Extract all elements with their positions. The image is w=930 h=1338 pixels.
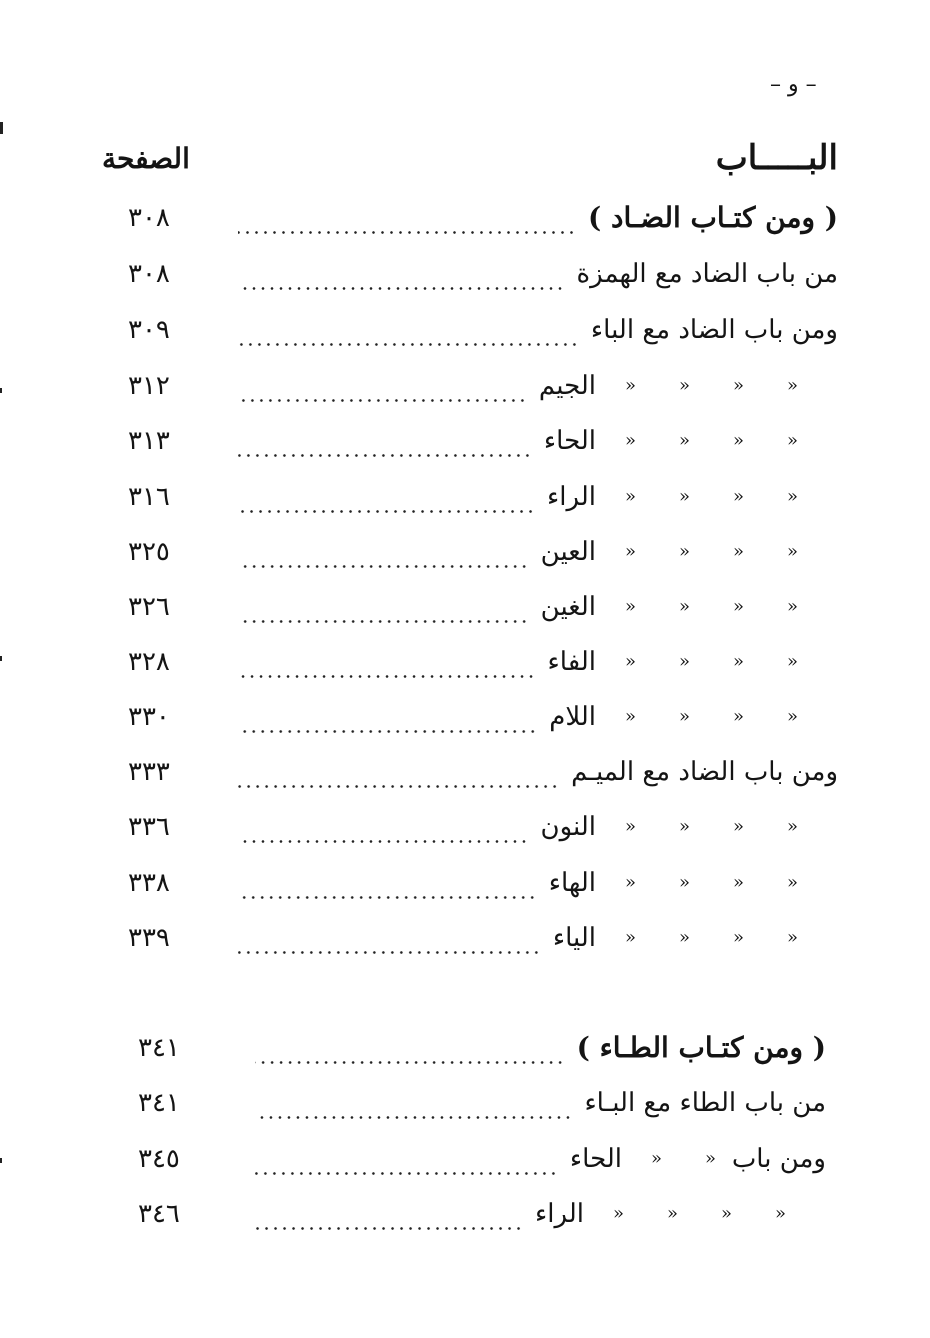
dot-leader [238,730,537,733]
ditto-marks [570,1192,786,1236]
page-number: ٣٤١ [138,1088,180,1118]
ditto-mark: » [732,927,744,948]
section-title: ( ومن كتـاب الضـاد ) [588,201,838,234]
ditto-marks [582,530,798,574]
toc-entry [0,805,930,849]
dot-leader [255,1116,572,1119]
dot-leader [238,565,529,568]
toc-entry [0,640,930,684]
page-number: ٣٣٠ [128,702,170,732]
entry-title-suffix: الحاء [569,1144,622,1174]
section-title: ( ومن كتـاب الطـاء ) [576,1031,826,1064]
dot-leader [255,1172,558,1175]
toc-entry [0,475,930,519]
ditto-mark: » [624,486,636,507]
dot-leader [238,951,541,954]
ditto-mark: » [732,596,744,617]
scan-edge-mark [0,122,3,134]
toc-entry [0,861,930,905]
ditto-mark: » [704,1148,716,1169]
toc-entry [0,695,930,739]
ditto-mark: » [786,816,798,837]
ditto-mark: » [786,596,798,617]
page-number: ٣٠٨ [128,203,170,233]
ditto-marks [608,1137,716,1181]
ditto-mark: » [624,375,636,396]
page-number: ٣٢٨ [128,647,170,677]
ditto-mark: » [678,430,690,451]
ditto-mark: » [786,375,798,396]
ditto-mark: » [786,706,798,727]
entry-title: الراء [535,1199,584,1229]
ditto-mark: » [612,1203,624,1224]
page-number: ٣١٢ [128,371,170,401]
toc-entry [0,419,930,463]
ditto-mark: » [786,872,798,893]
dot-leader [238,510,535,513]
ditto-mark: » [786,541,798,562]
dot-leader [238,840,528,843]
toc-entry [0,750,930,794]
ditto-marks [582,475,798,519]
ditto-mark: » [786,927,798,948]
ditto-marks [582,805,798,849]
ditto-mark: » [678,651,690,672]
ditto-mark: » [732,651,744,672]
page-number: ٣٣٩ [128,923,170,953]
page-number: ٣٤٥ [138,1144,180,1174]
ditto-mark: » [732,706,744,727]
entry-title: الهاء [548,868,596,898]
ditto-mark: » [624,430,636,451]
ditto-mark: » [624,541,636,562]
dot-leader [238,620,529,623]
ditto-marks [582,916,798,960]
ditto-mark: » [624,706,636,727]
ditto-mark: » [732,430,744,451]
ditto-mark: » [678,872,690,893]
ditto-mark: » [678,375,690,396]
ditto-mark: » [650,1148,662,1169]
entry-title: من باب الطاء مع البـاء [584,1088,826,1118]
ditto-marks [582,364,798,408]
toc-entry [0,1026,930,1070]
ditto-mark: » [678,816,690,837]
ditto-mark: » [624,872,636,893]
ditto-marks [582,585,798,629]
page-number: ٣٠٨ [128,259,170,289]
ditto-mark: » [666,1203,678,1224]
toc-entry [0,1137,930,1181]
chapter-column-header: البـــــاب [715,138,838,178]
page-number: ٣١٦ [128,482,170,512]
ditto-mark: » [678,596,690,617]
entry-title: ومن باب [731,1144,826,1174]
toc-entry [0,196,930,240]
page-number: ٣٤١ [138,1033,180,1063]
dot-leader [238,287,565,290]
dot-leader [238,785,559,788]
ditto-mark: » [774,1203,786,1224]
scan-edge-mark [0,388,2,393]
ditto-marks [582,640,798,684]
entry-title: اللام [549,702,596,732]
dot-leader [238,675,536,678]
ditto-mark: » [732,816,744,837]
ditto-mark: » [624,927,636,948]
entry-title: العين [540,537,596,567]
ditto-mark: » [786,486,798,507]
scan-edge-mark [0,656,2,661]
toc-entry [0,530,930,574]
page-number: ٣٣٣ [128,757,170,787]
dot-leader [238,454,532,457]
ditto-mark: » [732,872,744,893]
ditto-mark: » [732,375,744,396]
entry-title: ومن باب الضاد مع الباء [590,315,838,345]
page-number: ٣١٣ [128,426,170,456]
dot-leader [238,231,576,234]
page-number: ٣٣٦ [128,812,170,842]
ditto-mark: » [678,927,690,948]
ditto-mark: » [678,541,690,562]
toc-entry [0,1192,930,1236]
ditto-mark: » [786,651,798,672]
page-number: ٣٠٩ [128,315,170,345]
ditto-mark: » [624,816,636,837]
entry-title: الحاء [543,426,596,456]
entry-title: الغين [540,592,596,622]
dot-leader [238,343,579,346]
ditto-mark: » [786,430,798,451]
toc-entry [0,364,930,408]
ditto-mark: » [678,486,690,507]
entry-title: الراء [547,482,596,512]
ditto-marks [582,861,798,905]
entry-title: الياء [552,923,596,953]
page-number: ٣٣٨ [128,868,170,898]
page-number: ٣٢٥ [128,537,170,567]
toc-entry [0,252,930,296]
entry-title: الفاء [547,647,596,677]
ditto-mark: » [720,1203,732,1224]
dot-leader [238,896,537,899]
page-number: ٣٤٦ [138,1199,180,1229]
ditto-mark: » [732,486,744,507]
page-number: ٣٢٦ [128,592,170,622]
toc-entry [0,308,930,352]
ditto-marks [582,695,798,739]
ditto-mark: » [624,596,636,617]
page-marker: – و – [770,72,817,97]
entry-title: النون [540,812,596,842]
dot-leader [255,1227,523,1230]
ditto-mark: » [678,706,690,727]
toc-entry [0,585,930,629]
entry-title: الجيم [538,371,596,401]
entry-title: من باب الضاد مع الهمزة [576,259,838,289]
toc-entry [0,1081,930,1125]
scan-edge-mark [0,1158,2,1163]
page-column-header: الصفحة [102,142,190,175]
entry-title: ومن باب الضاد مع الميـم [571,757,838,787]
toc-entry [0,916,930,960]
ditto-mark: » [732,541,744,562]
dot-leader [255,1061,565,1064]
ditto-mark: » [624,651,636,672]
dot-leader [238,399,527,402]
ditto-marks [582,419,798,463]
